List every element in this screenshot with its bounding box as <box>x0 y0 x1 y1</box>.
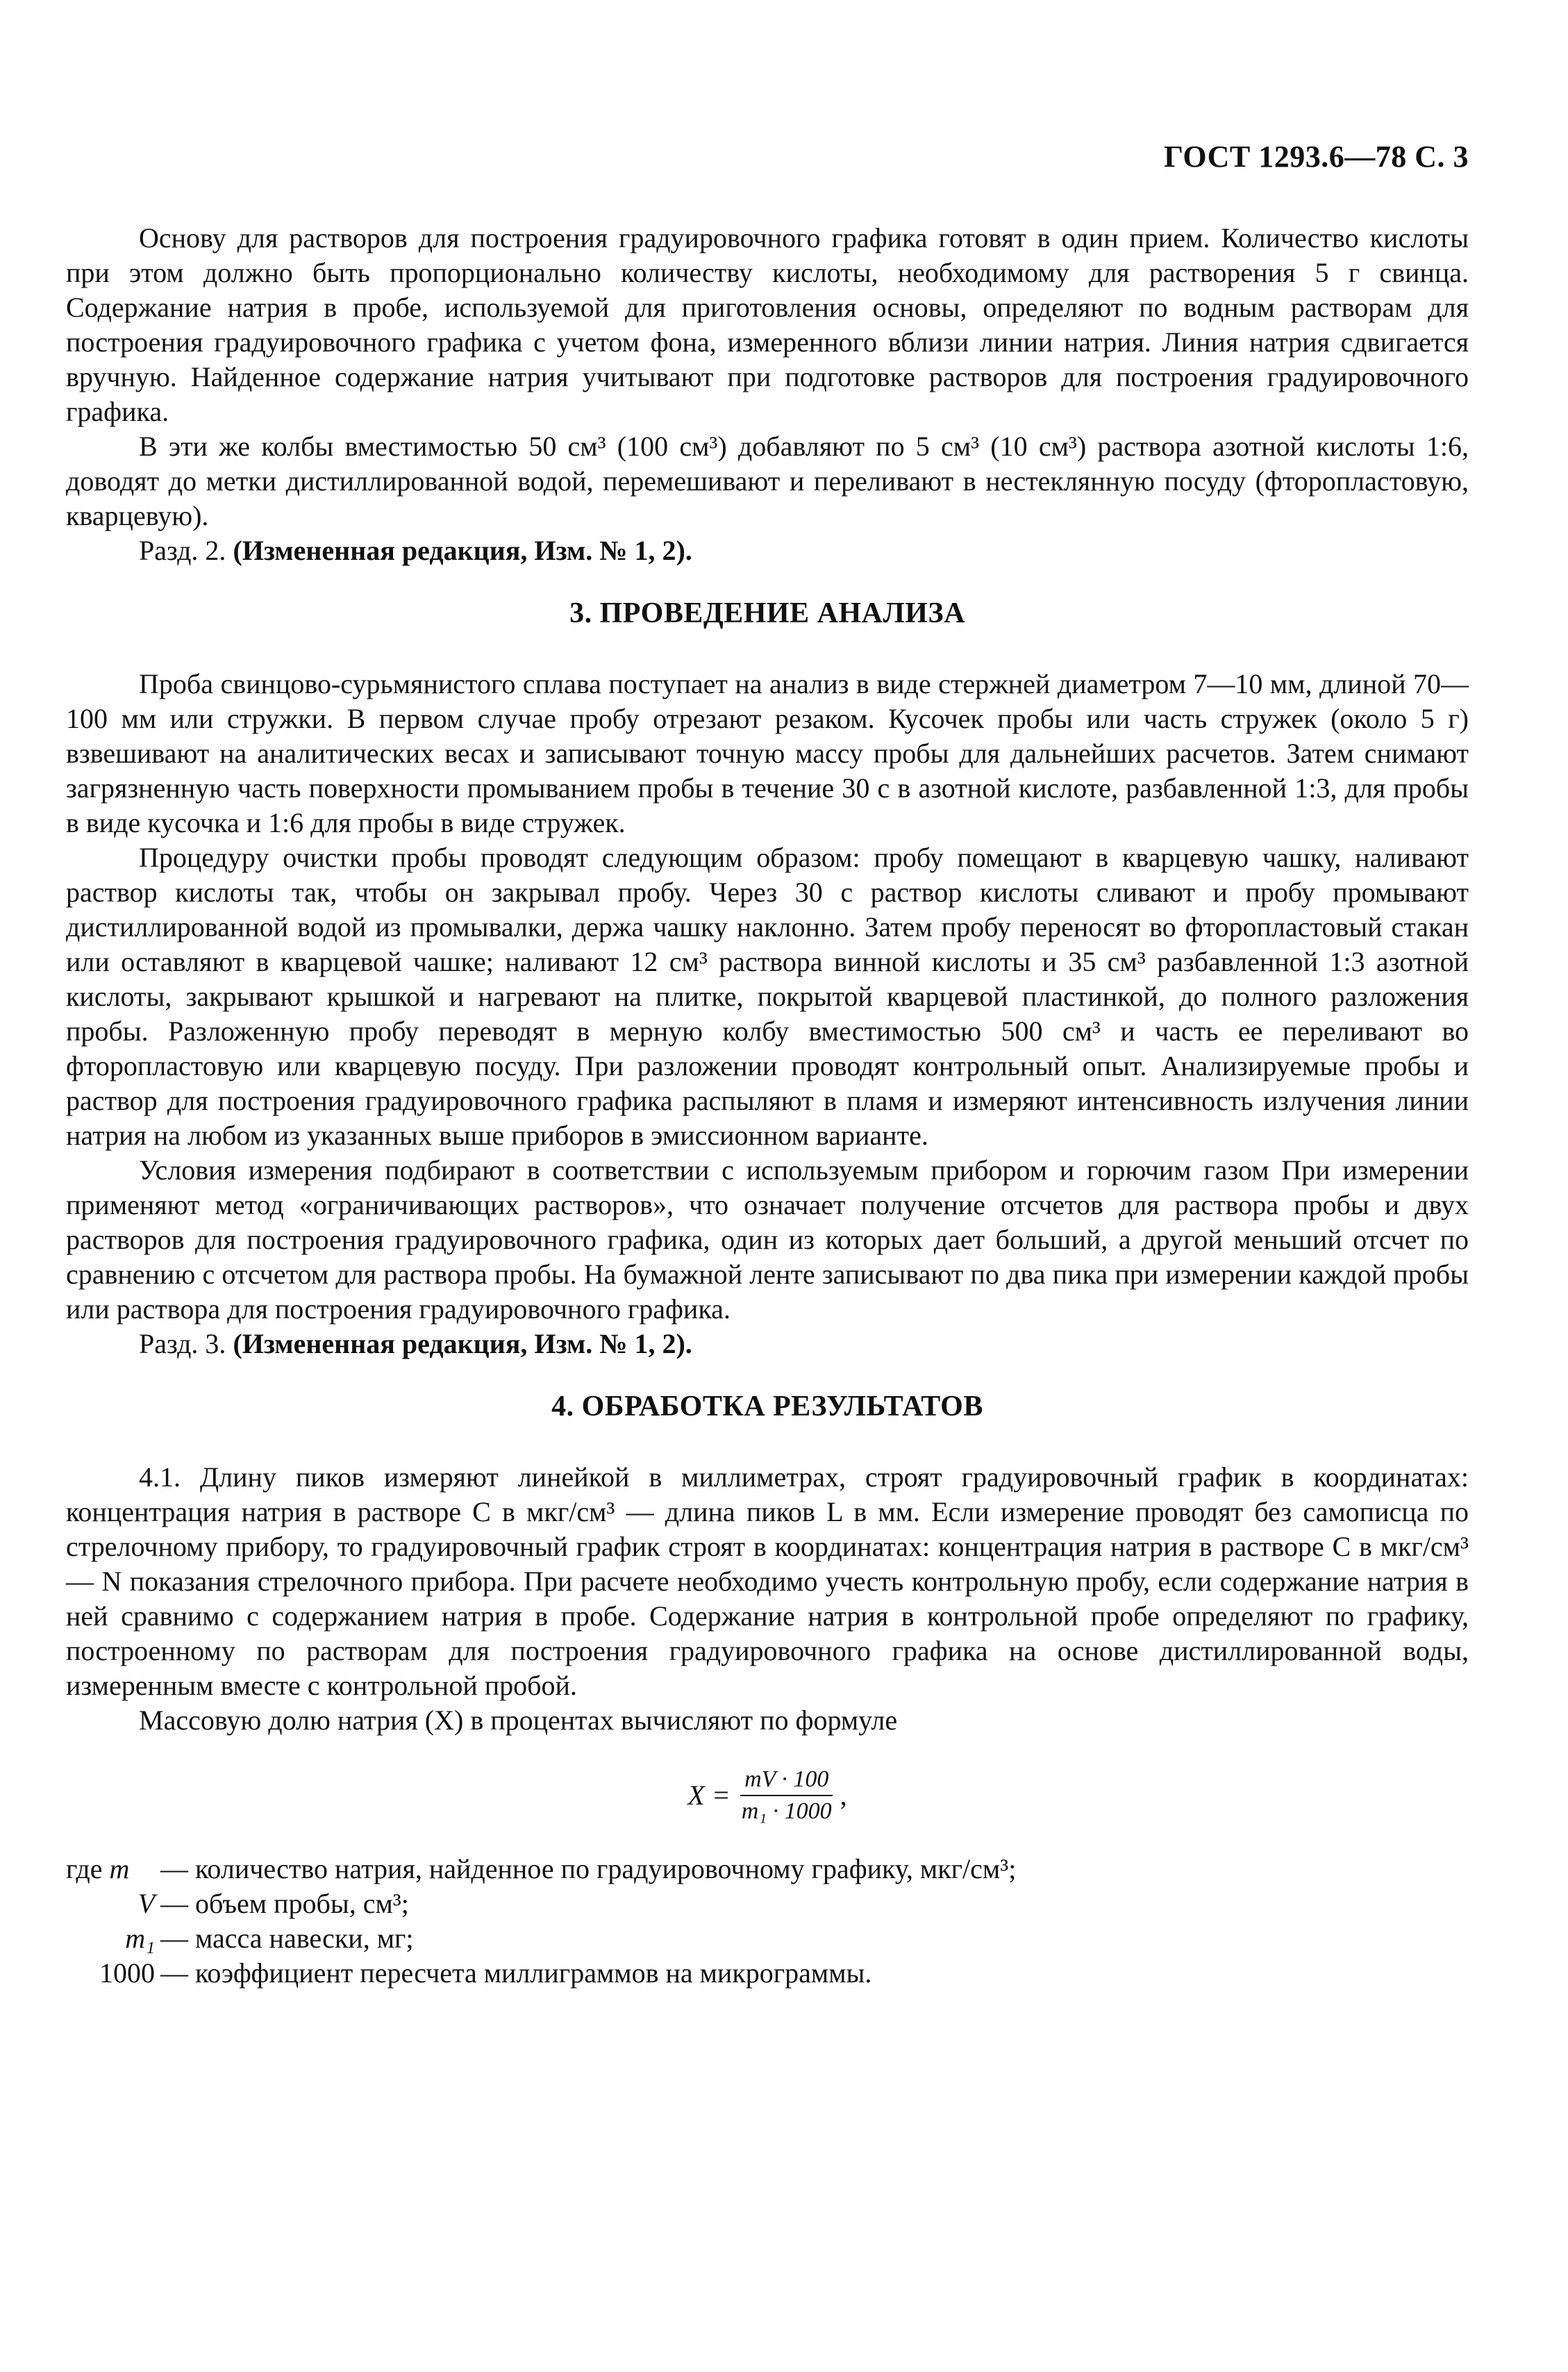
paragraph: 4.1. Длину пиков измеряют линейкой в миллиметрах, строят градуировочный график в координатах: концентрация натрия в растворе C в мкг/см³ — длина пиков L в мм. Если измерение проводят без самописца по стрелочному прибору, то градуировочный график строят в координатах: концентрация натрия в растворе C в мкг/см³ — N показания стрелочного прибора. При расчете необходимо учесть контрольную пробу, если содержание натрия в ней сравнимо с содержанием натрия в пробе. Содержание натрия в контрольной пробе определяют по графику, построенному по растворам для построения градуировочного графика на основе дистиллированной воды, измеренным вместе с контрольной пробой. <box>66 1461 1469 1701</box>
section-heading: 3. ПРОВЕДЕНИЕ АНАЛИЗА <box>569 597 965 629</box>
document-page <box>66 0 1469 2372</box>
section-heading: 4. ОБРАБОТКА РЕЗУЛЬТАТОВ <box>551 1391 983 1423</box>
legend-text: — коэффициент пересчета миллиграммов на микрограммы. <box>160 1957 872 1989</box>
legend-symbol <box>66 1886 160 1921</box>
document-body <box>66 221 1469 1991</box>
formula-numerator: mV · 100 <box>740 1766 833 1796</box>
legend-prefix: где <box>66 1853 103 1884</box>
edition-note-text: (Измененная редакция, Изм. № 1, 2). <box>233 1328 692 1359</box>
legend-symbol <box>66 1852 160 1886</box>
legend-symbol-text: m <box>109 1853 130 1884</box>
legend-symbol-text: m₁ <box>125 1923 155 1954</box>
running-header: ГОСТ 1293.6—78 С. 3 <box>1163 140 1469 174</box>
edition-note-prefix: Разд. 3. <box>139 1328 226 1359</box>
paragraph: Массовую долю натрия (X) в процентах вычисляют по формуле <box>139 1705 898 1736</box>
edition-note <box>66 1327 1469 1361</box>
formula <box>66 1766 1469 1825</box>
legend-symbol-text: 1000 <box>99 1957 155 1989</box>
formula-lhs: X = <box>687 1780 731 1811</box>
formula-fraction <box>737 1766 836 1825</box>
paragraph: Проба свинцово-сурьмянистого сплава поступает на анализ в виде стержней диаметром 7—10 мм, длиной 70—100 мм или стружки. В первом случае пробу отрезают резаком. Кусочек пробы или часть стружек (около 5 г) взвешивают на аналитических весах и записывают точную массу пробы для дальнейших расчетов. Затем снимают загрязненную часть поверхности промыванием пробы в течение 30 с в азотной кислоте, разбавленной 1:3, для пробы в виде кусочка и 1:6 для пробы в виде стружек. <box>66 668 1469 838</box>
formula-denominator: m₁ · 1000 <box>741 1798 832 1824</box>
legend-row <box>66 1852 1469 1886</box>
paragraph: Процедуру очистки пробы проводят следующим образом: пробу помещают в кварцевую чашку, наливают раствор кислоты так, чтобы он закрывал пробу. Через 30 с раствор кислоты сливают и пробу промывают дистиллированной водой из промывалки, держа чашку наклонно. Затем пробу переносят во фторопластовый стакан или оставляют в кварцевой чашке; наливают 12 см³ раствора винной кислоты и 35 см³ разбавленной 1:3 азотной кислоты, закрывают крышкой и нагревают на плитке, покрытой кварцевой пластинкой, до полного разложения пробы. Разложенную пробу переводят в мерную колбу вместимостью 500 см³ и часть ее переливают во фторопластовую или кварцевую посуду. При разложении проводят контрольный опыт. Анализируемые пробы и раствор для построения градуировочного графика распыляют в пламя и измеряют интенсивность излучения линии натрия на любом из указанных выше приборов в эмиссионном варианте. <box>66 842 1469 1151</box>
legend-text: — количество натрия, найденное по градуировочному графику, мкг/см³; <box>160 1853 1017 1884</box>
legend-row <box>66 1886 1469 1921</box>
legend-text: — масса навески, мг; <box>160 1923 414 1954</box>
paragraph: Основу для растворов для построения градуировочного графика готовят в один прием. Количество кислоты при этом должно быть пропорционально количеству кислоты, необходимому для растворения 5 г свинца. Содержание натрия в пробе, используемой для приготовления основы, определяют по водным растворам для построения градуировочного графика с учетом фона, измеренного вблизи линии натрия. Линия натрия сдвигается вручную. Найденное содержание натрия учитывают при подготовке растворов для построения градуировочного графика. <box>66 222 1469 427</box>
legend-symbol-text: V <box>137 1888 155 1919</box>
legend-symbol <box>66 1921 160 1956</box>
edition-note-prefix: Разд. 2. <box>139 535 226 566</box>
legend-row <box>66 1921 1469 1956</box>
edition-note <box>66 533 1469 568</box>
legend-symbol <box>66 1956 160 1991</box>
edition-note-text: (Измененная редакция, Изм. № 1, 2). <box>233 535 692 566</box>
formula-trailing: , <box>840 1780 847 1811</box>
paragraph: В эти же колбы вместимостью 50 см³ (100 см³) добавляют по 5 см³ (10 см³) раствора азотной кислоты 1:6, доводят до метки дистиллированной водой, перемешивают и переливают в нестеклянную посуду (фторопластовую, кварцевую). <box>66 431 1469 531</box>
legend-row <box>66 1956 1469 1991</box>
paragraph: Условия измерения подбирают в соответствии с используемым прибором и горючим газом При измерении применяют метод «ограничивающих растворов», что означает получение отсчетов для раствора пробы и двух растворов для построения градуировочного графика, один из которых дает больший, а другой меньший отсчет по сравнению с отсчетом для раствора пробы. На бумажной ленте записывают по два пика при измерении каждой пробы или раствора для построения градуировочного графика. <box>66 1154 1469 1325</box>
legend-text: — объем пробы, см³; <box>160 1888 409 1919</box>
formula-legend <box>66 1852 1469 1991</box>
